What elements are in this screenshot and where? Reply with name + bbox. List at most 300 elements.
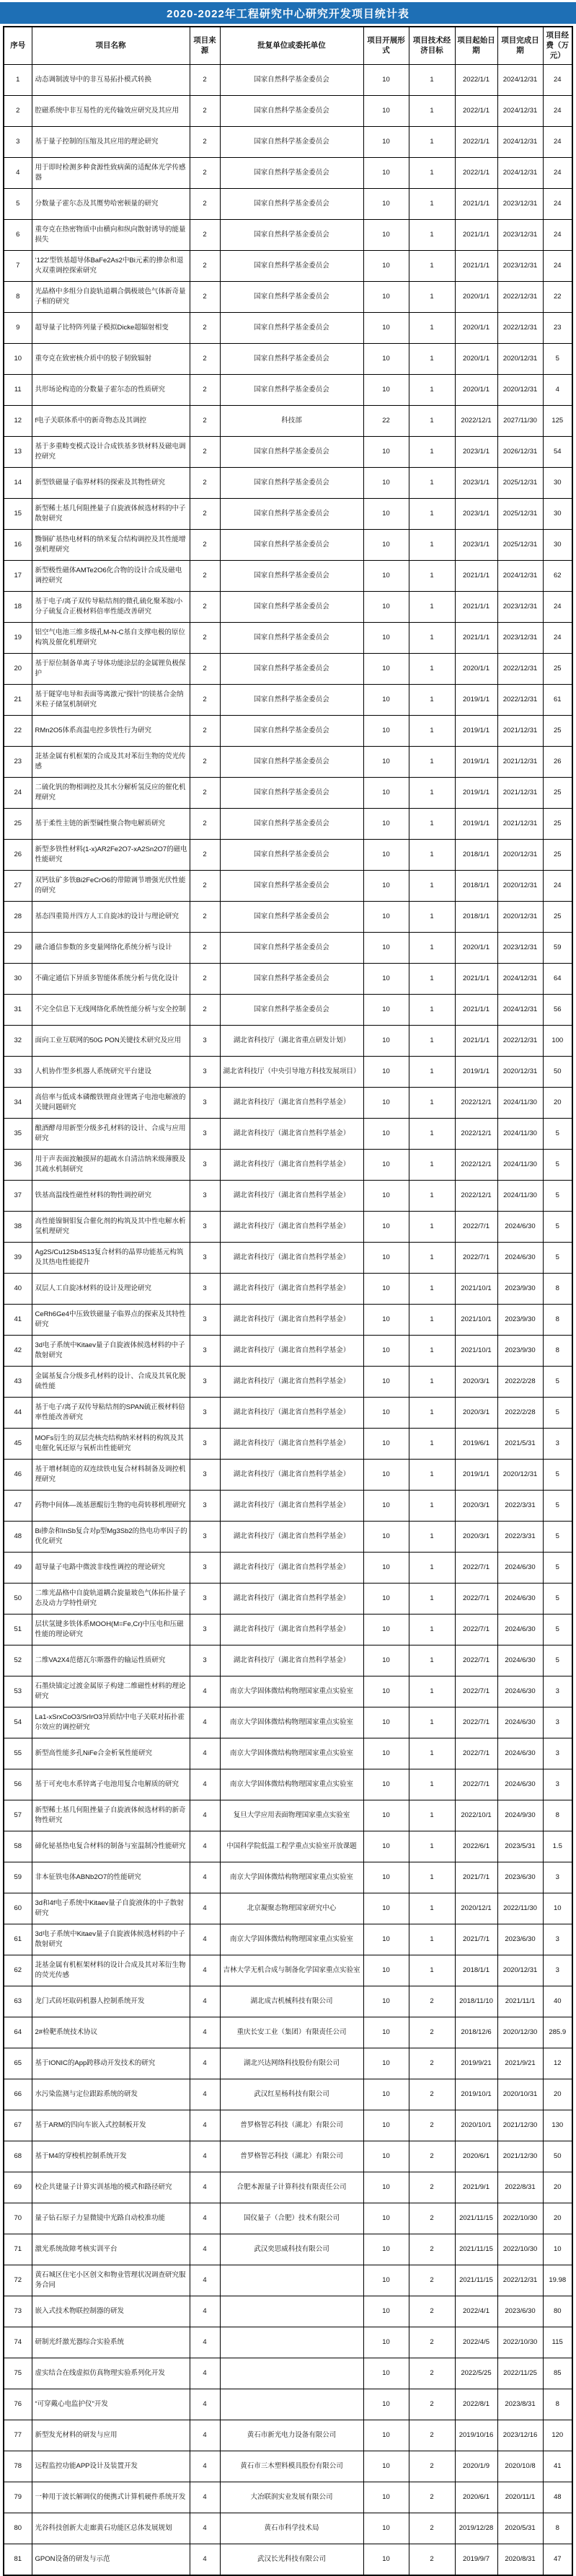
cell-source: 2 [190, 622, 220, 653]
cell-no: 80 [4, 2513, 32, 2544]
cell-fund: 25 [543, 715, 572, 746]
cell-start-date: 2019/9/7 [455, 2544, 497, 2575]
cell-no: 62 [4, 1955, 32, 1986]
cell-fund: 61 [543, 684, 572, 715]
cell-goal: 1 [409, 1180, 455, 1211]
cell-form: 10 [363, 250, 409, 281]
table-row [4, 2265, 572, 2296]
cell-form: 10 [363, 1459, 409, 1490]
cell-no: 70 [4, 2203, 32, 2234]
cell-no: 67 [4, 2110, 32, 2141]
cell-fund: 24 [543, 250, 572, 281]
cell-name: 苝基金属有机框架的合成及其对苯衍生物的荧光传感 [32, 746, 190, 777]
table-row [4, 250, 572, 281]
cell-no: 47 [4, 1490, 32, 1521]
cell-start-date: 2020/3/1 [455, 1490, 497, 1521]
cell-unit: 国家自然科学基金委员会 [220, 436, 363, 467]
cell-end-date: 2024/11/30 [497, 1118, 543, 1149]
cell-fund: 24 [543, 622, 572, 653]
cell-form: 10 [363, 1955, 409, 1986]
cell-goal: 1 [409, 994, 455, 1025]
cell-source: 2 [190, 436, 220, 467]
cell-form: 10 [363, 2482, 409, 2513]
cell-start-date: 2019/9/21 [455, 2048, 497, 2079]
cell-start-date: 2022/7/1 [455, 1707, 497, 1738]
cell-start-date: 2020/3/1 [455, 1521, 497, 1552]
cell-form: 10 [363, 1273, 409, 1304]
cell-form: 10 [363, 2544, 409, 2575]
cell-end-date: 2020/12/31 [497, 901, 543, 932]
cell-goal: 1 [409, 343, 455, 374]
cell-unit [220, 2389, 363, 2420]
cell-form: 10 [363, 2017, 409, 2048]
cell-source: 2 [190, 932, 220, 963]
cell-no: 72 [4, 2265, 32, 2296]
cell-end-date: 2024/6/30 [497, 1769, 543, 1800]
cell-fund: 30 [543, 529, 572, 560]
cell-fund: 20 [543, 2079, 572, 2110]
cell-name: 用于声表面波触摸屏的超疏水自清洁纳米级薄膜及其疏水机制研究 [32, 1149, 190, 1180]
cell-unit: 科技部 [220, 405, 363, 436]
cell-no: 28 [4, 901, 32, 932]
cell-source: 2 [190, 901, 220, 932]
table-row [4, 653, 572, 684]
table-row [4, 1676, 572, 1707]
cell-unit: 国家自然科学基金委员会 [220, 932, 363, 963]
cell-fund: 19.98 [543, 2265, 572, 2296]
cell-name: 双钙钛矿多铁Bi2FeCrO6的带隙调节增强光伏性能的研究 [32, 870, 190, 901]
cell-start-date: 2018/1/1 [455, 1955, 497, 1986]
cell-source: 3 [190, 1087, 220, 1118]
cell-goal: 1 [409, 1335, 455, 1366]
cell-goal: 1 [409, 870, 455, 901]
cell-form: 10 [363, 622, 409, 653]
cell-name: Ag2S/Cu12Sb4S13复合材料的晶界功能基元构筑及其热电性能提升 [32, 1242, 190, 1273]
cell-source: 3 [190, 1366, 220, 1397]
cell-no: 50 [4, 1583, 32, 1614]
cell-source: 2 [190, 653, 220, 684]
cell-no: 6 [4, 219, 32, 250]
cell-no: 60 [4, 1893, 32, 1924]
cell-goal: 1 [409, 374, 455, 405]
cell-form: 10 [363, 2296, 409, 2327]
cell-name: 基于原位制备单离子导体功能涂层的金属锂负极保护 [32, 653, 190, 684]
cell-fund: 25 [543, 839, 572, 870]
cell-source: 2 [190, 405, 220, 436]
cell-unit: 湖北省科技厅（湖北省重点研发计划） [220, 1025, 363, 1056]
cell-fund: 5 [543, 1397, 572, 1428]
cell-no: 7 [4, 250, 32, 281]
cell-name: 虚实结合在线虚拟仿真物理实验系列化开发 [32, 2358, 190, 2389]
cell-name: 嵌入式技术物联控制器的研发 [32, 2296, 190, 2327]
table-row [4, 715, 572, 746]
cell-source: 2 [190, 684, 220, 715]
cell-no: 11 [4, 374, 32, 405]
table-row [4, 95, 572, 126]
table-row [4, 1955, 572, 1986]
cell-no: 33 [4, 1056, 32, 1087]
cell-goal: 1 [409, 1056, 455, 1087]
cell-source: 2 [190, 994, 220, 1025]
cell-name: 苝基金属有机框架材料的设计合成及其对苯衍生物的荧光传感 [32, 1955, 190, 1986]
cell-start-date: 2022/5/25 [455, 2358, 497, 2389]
cell-form: 10 [363, 653, 409, 684]
cell-name: “可穿戴心电监护仪”开发 [32, 2389, 190, 2420]
cell-unit: 国家自然科学基金委员会 [220, 839, 363, 870]
cell-no: 66 [4, 2079, 32, 2110]
cell-form: 10 [363, 2203, 409, 2234]
cell-name: 重夸克在热密物质中由横向和纵向散射诱导的能量损失 [32, 219, 190, 250]
cell-fund: 3 [543, 1924, 572, 1955]
cell-name: 黝铜矿基热电材料的纳米复合结构调控及其性能增强机理研究 [32, 529, 190, 560]
cell-end-date: 2023/8/31 [497, 2389, 543, 2420]
cell-goal: 2 [409, 2327, 455, 2358]
cell-goal: 1 [409, 1893, 455, 1924]
table-row [4, 870, 572, 901]
cell-unit: 国家自然科学基金委员会 [220, 126, 363, 157]
cell-start-date: 2021/7/1 [455, 1924, 497, 1955]
cell-end-date: 2023/5/31 [497, 1831, 543, 1862]
cell-goal: 2 [409, 2296, 455, 2327]
table-row [4, 1056, 572, 1087]
cell-end-date: 2023/6/30 [497, 2296, 543, 2327]
cell-source: 3 [190, 1335, 220, 1366]
cell-fund: 100 [543, 1025, 572, 1056]
cell-no: 34 [4, 1087, 32, 1118]
cell-form: 10 [363, 1645, 409, 1676]
cell-source: 2 [190, 157, 220, 188]
cell-start-date: 2021/10/1 [455, 1304, 497, 1335]
table-row [4, 1583, 572, 1614]
cell-goal: 1 [409, 1800, 455, 1831]
cell-source: 4 [190, 2172, 220, 2203]
cell-fund: 24 [543, 870, 572, 901]
cell-source: 2 [190, 467, 220, 498]
cell-unit: 国家自然科学基金委员会 [220, 870, 363, 901]
cell-no: 39 [4, 1242, 32, 1273]
cell-end-date: 2023/12/31 [497, 622, 543, 653]
cell-end-date: 2020/8/31 [497, 2544, 543, 2575]
cell-fund: 130 [543, 2110, 572, 2141]
cell-no: 40 [4, 1273, 32, 1304]
cell-form: 10 [363, 777, 409, 808]
cell-fund: 5 [543, 1459, 572, 1490]
cell-no: 59 [4, 1862, 32, 1893]
page-title: 2020-2022年工程研究中心研究开发项目统计表 [0, 2, 576, 24]
cell-name: 非本征铁电体ABNb2O7的性能研究 [32, 1862, 190, 1893]
cell-source: 2 [190, 560, 220, 591]
cell-no: 14 [4, 467, 32, 498]
cell-unit: 国家自然科学基金委员会 [220, 343, 363, 374]
cell-unit: 普罗格智芯科技（湖北）有限公司 [220, 2141, 363, 2172]
table-row [4, 1893, 572, 1924]
cell-end-date: 2020/12/31 [497, 1056, 543, 1087]
cell-end-date: 2023/12/31 [497, 219, 543, 250]
table-row [4, 901, 572, 932]
cell-goal: 1 [409, 1583, 455, 1614]
cell-start-date: 2021/1/1 [455, 622, 497, 653]
cell-source: 2 [190, 746, 220, 777]
cell-start-date: 2022/7/1 [455, 1738, 497, 1769]
table-row [4, 1149, 572, 1180]
cell-form: 10 [363, 1335, 409, 1366]
cell-fund: 5 [543, 1552, 572, 1583]
cell-goal: 1 [409, 1707, 455, 1738]
cell-fund: 10 [543, 1893, 572, 1924]
cell-fund: 3 [543, 1769, 572, 1800]
cell-no: 46 [4, 1459, 32, 1490]
cell-source: 2 [190, 219, 220, 250]
cell-fund: 8 [543, 1335, 572, 1366]
cell-end-date: 2024/12/31 [497, 95, 543, 126]
cell-name: 校企共建量子计算实训基地的模式和路径研究 [32, 2172, 190, 2203]
cell-source: 4 [190, 2017, 220, 2048]
cell-start-date: 2018/1/1 [455, 870, 497, 901]
table-row [4, 405, 572, 436]
cell-end-date: 2024/12/31 [497, 963, 543, 994]
cell-form: 10 [363, 436, 409, 467]
cell-goal: 2 [409, 2544, 455, 2575]
cell-form: 10 [363, 1707, 409, 1738]
cell-form: 10 [363, 1800, 409, 1831]
cell-name: 铁基高温线性磁性材料的物性调控研究 [32, 1180, 190, 1211]
cell-end-date: 2023/12/31 [497, 591, 543, 622]
cell-unit: 南京大学固体微结构物理国家重点实验室 [220, 1707, 363, 1738]
cell-fund: 3 [543, 1707, 572, 1738]
cell-goal: 1 [409, 932, 455, 963]
cell-source: 4 [190, 2265, 220, 2296]
cell-goal: 1 [409, 1149, 455, 1180]
table-row [4, 746, 572, 777]
cell-goal: 2 [409, 2079, 455, 2110]
cell-goal: 1 [409, 1428, 455, 1459]
cell-start-date: 2020/1/1 [455, 374, 497, 405]
cell-source: 2 [190, 591, 220, 622]
cell-form: 10 [363, 2420, 409, 2451]
cell-form: 10 [363, 374, 409, 405]
cell-form: 10 [363, 1304, 409, 1335]
cell-start-date: 2023/1/1 [455, 467, 497, 498]
table-row [4, 1304, 572, 1335]
cell-source: 2 [190, 126, 220, 157]
cell-unit: 湖北成吉机械科技有限公司 [220, 1986, 363, 2017]
cell-name: CeRh6Ge4中压致铁磁量子临界点的探索及其特性研究 [32, 1304, 190, 1335]
cell-name: 基于隧穿电导和表面等离激元“探针”的镁基合金纳米粒子储氢机制研究 [32, 684, 190, 715]
cell-source: 3 [190, 1552, 220, 1583]
cell-no: 55 [4, 1738, 32, 1769]
cell-unit: 湖北省科技厅（湖北省自然科学基金） [220, 1335, 363, 1366]
cell-end-date: 2020/12/30 [497, 2017, 543, 2048]
column-header-form: 项目开展形式 [363, 27, 409, 64]
cell-goal: 1 [409, 1955, 455, 1986]
cell-fund: 5 [543, 1242, 572, 1273]
cell-goal: 1 [409, 467, 455, 498]
cell-end-date: 2024/6/30 [497, 1211, 543, 1242]
cell-goal: 2 [409, 2420, 455, 2451]
cell-end-date: 2022/10/30 [497, 2203, 543, 2234]
cell-no: 69 [4, 2172, 32, 2203]
cell-source: 3 [190, 1242, 220, 1273]
cell-name: 激光系统故障考核实训平台 [32, 2234, 190, 2265]
cell-name: 2#检靶系统技术协议 [32, 2017, 190, 2048]
cell-start-date: 2022/12/1 [455, 1180, 497, 1211]
cell-goal: 2 [409, 2265, 455, 2296]
cell-fund: 285.9 [543, 2017, 572, 2048]
cell-name: MOFs衍生的双层壳核壳结构纳米材料的构筑及其电催化氧还原与氧析出性能研究 [32, 1428, 190, 1459]
cell-name: 量子钻石原子力显微镜中光路自动校准功能 [32, 2203, 190, 2234]
cell-end-date: 2023/9/30 [497, 1335, 543, 1366]
cell-source: 3 [190, 1118, 220, 1149]
cell-end-date: 2021/12/31 [497, 808, 543, 839]
cell-fund: 25 [543, 777, 572, 808]
cell-no: 43 [4, 1366, 32, 1397]
cell-start-date: 2019/1/1 [455, 746, 497, 777]
cell-unit: 合肥本源量子计算科技有限责任公司 [220, 2172, 363, 2203]
cell-no: 54 [4, 1707, 32, 1738]
cell-end-date: 2023/9/30 [497, 1304, 543, 1335]
cell-form: 10 [363, 870, 409, 901]
cell-name: 二硫化钒的物相调控及其水分解析氢反应的催化机理研究 [32, 777, 190, 808]
cell-goal: 1 [409, 529, 455, 560]
cell-end-date: 2024/9/30 [497, 1800, 543, 1831]
cell-fund: 5 [543, 1645, 572, 1676]
cell-no: 37 [4, 1180, 32, 1211]
cell-name: 基于可充电水系锌离子电池用复合电解质的研究 [32, 1769, 190, 1800]
cell-form: 10 [363, 1025, 409, 1056]
cell-end-date: 2025/12/31 [497, 498, 543, 529]
cell-form: 10 [363, 1366, 409, 1397]
table-row [4, 932, 572, 963]
table-row [4, 2513, 572, 2544]
cell-start-date: 2019/6/1 [455, 1428, 497, 1459]
cell-form: 10 [363, 1738, 409, 1769]
cell-form: 10 [363, 1521, 409, 1552]
cell-end-date: 2024/11/30 [497, 1087, 543, 1118]
column-header-unit: 批复单位或委托单位 [220, 27, 363, 64]
cell-start-date: 2022/7/1 [455, 1769, 497, 1800]
cell-form: 10 [363, 839, 409, 870]
cell-start-date: 2021/9/1 [455, 2172, 497, 2203]
cell-end-date: 2022/12/31 [497, 684, 543, 715]
cell-unit: 国家自然科学基金委员会 [220, 653, 363, 684]
cell-form: 10 [363, 746, 409, 777]
cell-no: 79 [4, 2482, 32, 2513]
cell-goal: 1 [409, 1614, 455, 1645]
cell-name: 基于量子控制的压缩及其应用的理论研究 [32, 126, 190, 157]
cell-end-date: 2022/11/25 [497, 2358, 543, 2389]
cell-name: 石墨炔锚定过渡金属原子构建二维磁性材料的理论研究 [32, 1676, 190, 1707]
cell-goal: 1 [409, 64, 455, 95]
cell-name: 水污染监测与定位跟踪系统的研发 [32, 2079, 190, 2110]
cell-form: 10 [363, 2513, 409, 2544]
cell-name: 二维光晶格中自旋轨道耦合旋量玻色气体拓扑量子态及动力学特性研究 [32, 1583, 190, 1614]
table-row [4, 529, 572, 560]
cell-start-date: 2021/11/15 [455, 2265, 497, 2296]
cell-form: 10 [363, 1986, 409, 2017]
cell-source: 3 [190, 1583, 220, 1614]
table-row [4, 1738, 572, 1769]
cell-no: 26 [4, 839, 32, 870]
cell-name: 超导量子比特阵列量子模拟Dicke超辐射相变 [32, 312, 190, 343]
cell-end-date: 2024/12/31 [497, 126, 543, 157]
table-row [4, 281, 572, 312]
cell-goal: 1 [409, 1676, 455, 1707]
cell-no: 31 [4, 994, 32, 1025]
cell-source: 3 [190, 1428, 220, 1459]
cell-source: 4 [190, 2234, 220, 2265]
cell-form: 10 [363, 901, 409, 932]
cell-unit: 中国科学院低温工程学重点实验室开放课题 [220, 1831, 363, 1862]
cell-source: 2 [190, 498, 220, 529]
cell-unit: 普罗格智芯科技（湖北）有限公司 [220, 2110, 363, 2141]
cell-no: 12 [4, 405, 32, 436]
cell-source: 2 [190, 777, 220, 808]
cell-fund: 5 [543, 1211, 572, 1242]
cell-fund: 5 [543, 1614, 572, 1645]
cell-name: 新型发光材料的研发与应用 [32, 2420, 190, 2451]
cell-end-date: 2023/9/30 [497, 1273, 543, 1304]
cell-end-date: 2022/2/28 [497, 1366, 543, 1397]
cell-name: 研制光纤激光器综合实验系统 [32, 2327, 190, 2358]
cell-name: 超导量子电路中微波非线性调控的理论研究 [32, 1552, 190, 1583]
cell-fund: 54 [543, 436, 572, 467]
cell-unit: 武汉奕思威科技有限公司 [220, 2234, 363, 2265]
cell-no: 3 [4, 126, 32, 157]
cell-source: 4 [190, 1707, 220, 1738]
cell-source: 4 [190, 1924, 220, 1955]
cell-source: 4 [190, 2203, 220, 2234]
cell-form: 10 [363, 1490, 409, 1521]
cell-end-date: 2020/12/31 [497, 1955, 543, 1986]
cell-source: 3 [190, 1459, 220, 1490]
cell-start-date: 2022/4/1 [455, 2296, 497, 2327]
cell-unit: 北京凝聚态物理国家研究中心 [220, 1893, 363, 1924]
cell-end-date: 2021/12/30 [497, 2110, 543, 2141]
column-header-goal: 项目技术经济目标 [409, 27, 455, 64]
cell-source: 4 [190, 2048, 220, 2079]
cell-no: 57 [4, 1800, 32, 1831]
table-row [4, 2017, 572, 2048]
cell-unit: 国家自然科学基金委员会 [220, 95, 363, 126]
cell-no: 29 [4, 932, 32, 963]
cell-goal: 1 [409, 622, 455, 653]
table-row [4, 1118, 572, 1149]
cell-fund: 115 [543, 2327, 572, 2358]
cell-end-date: 2023/12/16 [497, 2420, 543, 2451]
table-row [4, 1242, 572, 1273]
cell-form: 10 [363, 1428, 409, 1459]
cell-goal: 1 [409, 1211, 455, 1242]
cell-name: 高性能镍铜钼复合催化剂的构筑及其中性电解水析氢机理研究 [32, 1211, 190, 1242]
cell-source: 3 [190, 1397, 220, 1428]
cell-start-date: 2023/1/1 [455, 529, 497, 560]
cell-source: 3 [190, 1304, 220, 1335]
table-row [4, 1366, 572, 1397]
cell-name: 新型稀土基几何阻挫量子自旋液体候选材料的新奇物性研究 [32, 1800, 190, 1831]
cell-end-date: 2023/6/30 [497, 1862, 543, 1893]
cell-unit: 国家自然科学基金委员会 [220, 994, 363, 1025]
cell-start-date: 2022/7/1 [455, 1614, 497, 1645]
cell-goal: 1 [409, 1924, 455, 1955]
table-row [4, 2327, 572, 2358]
cell-no: 15 [4, 498, 32, 529]
table-row [4, 2482, 572, 2513]
cell-unit: 国家自然科学基金委员会 [220, 188, 363, 219]
cell-no: 25 [4, 808, 32, 839]
table-row [4, 1986, 572, 2017]
cell-source: 2 [190, 343, 220, 374]
cell-end-date: 2020/12/31 [497, 343, 543, 374]
